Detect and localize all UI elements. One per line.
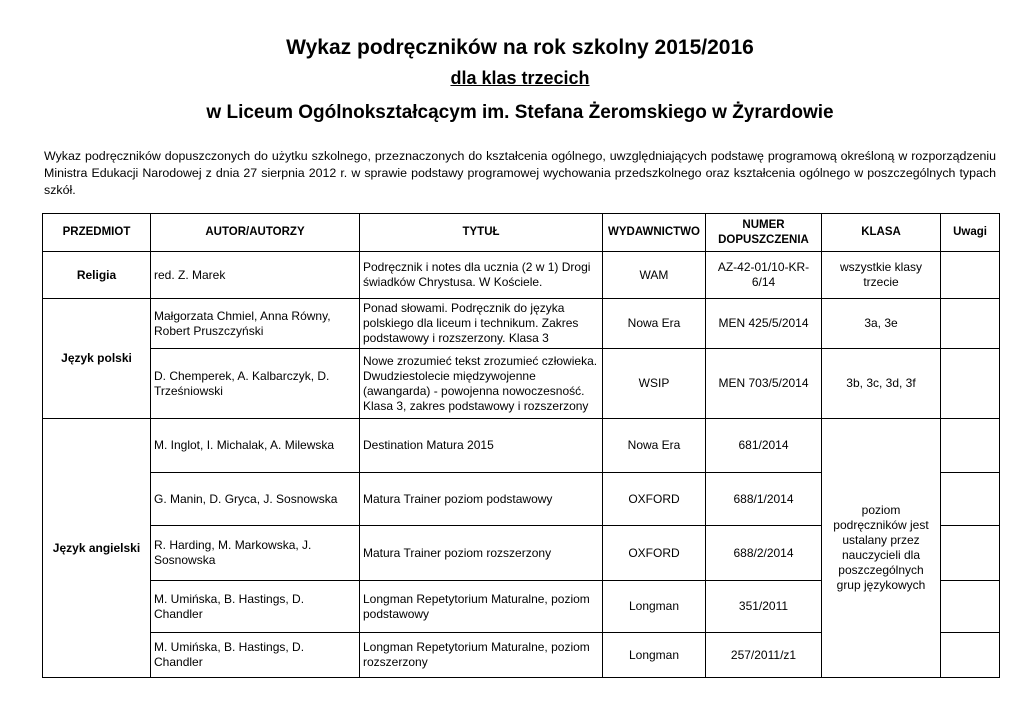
publisher-cell: Nowa Era <box>603 419 706 473</box>
title-cell: Ponad słowami. Podręcznik do języka polskiego dla liceum i technikum. Zakres podstawowy i rozszerzony. Klasa 3 <box>360 299 603 349</box>
number-cell: 681/2014 <box>706 419 822 473</box>
number-cell: 688/2/2014 <box>706 526 822 581</box>
author-cell: R. Harding, M. Markowska, J. Sosnowska <box>151 526 360 581</box>
table-row <box>43 349 1000 419</box>
header-class: KLASA <box>822 214 941 252</box>
school-name: w Liceum Ogólnokształcącym im. Stefana Żeromskiego w Żyrardowie <box>206 102 834 123</box>
number-cell: MEN 703/5/2014 <box>706 349 822 419</box>
author-cell: M. Umińska, B. Hastings, D. Chandler <box>151 633 360 678</box>
notes-cell <box>941 633 1000 678</box>
class-cell: poziom podręczników jest ustalany przez nauczycieli dla poszczególnych grup językowych <box>822 419 941 678</box>
publisher-cell: OXFORD <box>603 526 706 581</box>
class-cell: wszystkie klasy trzecie <box>822 252 941 299</box>
notes-cell <box>941 299 1000 349</box>
table-row <box>43 419 1000 473</box>
publisher-cell: WSIP <box>603 349 706 419</box>
number-cell: AZ-42-01/10-KR-6/14 <box>706 252 822 299</box>
textbook-table <box>42 213 1000 678</box>
title-cell: Matura Trainer poziom podstawowy <box>360 473 603 526</box>
page-title: Wykaz podręczników na rok szkolny 2015/2016 <box>286 36 754 59</box>
number-cell: 257/2011/z1 <box>706 633 822 678</box>
publisher-cell: Nowa Era <box>603 299 706 349</box>
author-cell: D. Chemperek, A. Kalbarczyk, D. Trześniowski <box>151 349 360 419</box>
notes-cell <box>941 473 1000 526</box>
publisher-cell: Longman <box>603 633 706 678</box>
title-cell: Podręcznik i notes dla ucznia (2 w 1) Drogi świadków Chrystusa. W Kościele. <box>360 252 603 299</box>
intro-paragraph: Wykaz podręczników dopuszczonych do użytku szkolnego, przeznaczonych do kształcenia ogólnego, uwzględniających podstawę programową określoną w rozporządzeniu Ministra Edukacji Narodowej z dnia 27 sierpnia 2012 r. w sprawie podstawy programowej wychowania przedszkolnego oraz kształcenia ogólnego w poszczególnych typach szkół. <box>44 149 996 197</box>
class-cell: 3b, 3c, 3d, 3f <box>822 349 941 419</box>
class-cell: 3a, 3e <box>822 299 941 349</box>
title-cell: Nowe zrozumieć tekst zrozumieć człowieka. Dwudziestolecie międzywojenne (awangarda) - powojenna nowoczesność. Klasa 3, zakres podstawowy i rozszerzony <box>360 349 603 419</box>
subject-cell: Religia <box>43 252 151 299</box>
author-cell: M. Umińska, B. Hastings, D. Chandler <box>151 581 360 633</box>
publisher-cell: Longman <box>603 581 706 633</box>
publisher-cell: WAM <box>603 252 706 299</box>
subject-cell: Język angielski <box>43 419 151 678</box>
author-cell: G. Manin, D. Gryca, J. Sosnowska <box>151 473 360 526</box>
header-subject: PRZEDMIOT <box>43 214 151 252</box>
header-title: TYTUŁ <box>360 214 603 252</box>
table-header-row <box>43 214 1000 252</box>
title-cell: Longman Repetytorium Maturalne, poziom rozszerzony <box>360 633 603 678</box>
notes-cell <box>941 526 1000 581</box>
subject-cell: Język polski <box>43 299 151 419</box>
author-cell: red. Z. Marek <box>151 252 360 299</box>
author-cell: M. Inglot, I. Michalak, A. Milewska <box>151 419 360 473</box>
notes-cell <box>941 252 1000 299</box>
number-cell: 688/1/2014 <box>706 473 822 526</box>
number-cell: 351/2011 <box>706 581 822 633</box>
table-row <box>43 299 1000 349</box>
header-author: AUTOR/AUTORZY <box>151 214 360 252</box>
title-cell: Destination Matura 2015 <box>360 419 603 473</box>
number-cell: MEN 425/5/2014 <box>706 299 822 349</box>
header-number: NUMER DOPUSZCZENIA <box>706 214 822 252</box>
publisher-cell: OXFORD <box>603 473 706 526</box>
page-subtitle: dla klas trzecich <box>450 68 590 88</box>
author-cell: Małgorzata Chmiel, Anna Równy, Robert Pruszczyński <box>151 299 360 349</box>
notes-cell <box>941 581 1000 633</box>
header-notes: Uwagi <box>941 214 1000 252</box>
notes-cell <box>941 349 1000 419</box>
title-cell: Matura Trainer poziom rozszerzony <box>360 526 603 581</box>
title-cell: Longman Repetytorium Maturalne, poziom podstawowy <box>360 581 603 633</box>
table-row <box>43 252 1000 299</box>
notes-cell <box>941 419 1000 473</box>
header-publisher: WYDAWNICTWO <box>603 214 706 252</box>
